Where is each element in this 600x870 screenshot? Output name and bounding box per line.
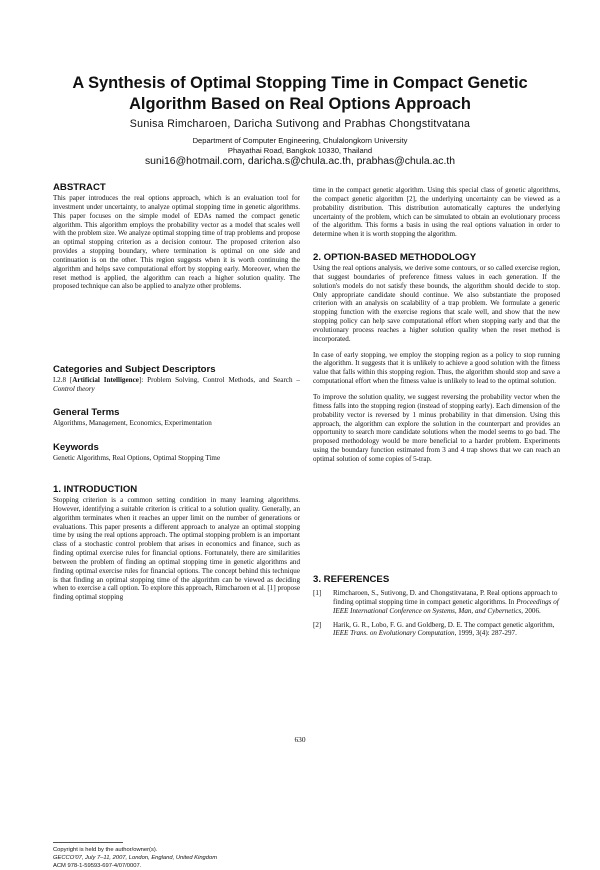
categories-text [53, 376, 300, 394]
keywords-section [53, 442, 300, 463]
reference-text-b: , 1999, 3(4): 287-297. [454, 629, 517, 638]
title-line-1: A Synthesis of Optimal Stopping Time in Compact Genetic [72, 74, 528, 92]
general-terms-text: Algorithms, Management, Economics, Experimentation [53, 419, 212, 427]
reference-text [333, 589, 560, 616]
references-section [313, 574, 560, 638]
paper-title [30, 73, 570, 115]
reference-text [333, 621, 560, 639]
affiliation [30, 136, 570, 156]
affiliation-line-2: Phayathai Road, Bangkok 10330, Thailand [227, 146, 373, 155]
references-heading: 3. REFERENCES [313, 574, 390, 585]
reference-number: [1] [313, 589, 322, 597]
copyright-footnote [53, 842, 293, 870]
author-list: Sunisa Rimcharoen, Daricha Sutivong and Prabhas Chongstitvatana [129, 118, 471, 130]
reference-item [313, 621, 560, 639]
keywords-heading: Keywords [53, 442, 99, 453]
affiliation-line-1: Department of Computer Engineering, Chulalongkorn University [192, 136, 408, 145]
reference-venue: Proceedings of IEEE International Conference on Systems, Man, and Cybernetics [333, 597, 559, 615]
footnote-line-3: ACM 978-1-59593-697-4/07/0007. [53, 863, 142, 869]
categories-heading: Categories and Subject Descriptors [53, 364, 216, 375]
reference-text-a: Rimcharoen, S., Sutivong, D. and Chongstitvatana, P. Real options approach to finding optimal stopping time in compact genetic algorithms. In [333, 589, 558, 606]
introduction-continued-text: time in the compact genetic algorithm. Using this special class of genetic algorithms, the compact genetic algorithm [2], the underlying uncertainty can be viewed as a probability distribution. This distribution automatically captures the underlying uncertainty of the problem, which can be simulated to obtain an evolutionary process of the algorithm. This forms a basis in using the real options valuation in order to determine when it is worth stopping the algorithm. [313, 186, 560, 239]
title-line-2: Algorithm Based on Real Options Approach [129, 95, 471, 113]
abstract-section [53, 182, 300, 291]
methodology-paragraph-1: Using the real options analysis, we derive some contours, or so called exercise region, that suggest boundaries of preference fitness values in each generation. If the solution's models do not satisfy these bounds, the algorithm should decide to stop. Only appropriate candidate should continue. We also substantiate the proposed criterion with an analysis on scalability of a trap problem. We formulate a generic stopping function with the exercise regions that scale well, and show that the new stopping policy can help save computational effort when stopping early and that the evolutionary process reaches a higher solution quality when the reset method is incorporated. [313, 264, 560, 343]
categories-italic: Control theory [53, 384, 95, 393]
methodology-section [313, 252, 560, 464]
footnote-line-1: Copyright is held by the author/owner(s). [53, 847, 158, 853]
introduction-text: Stopping criterion is a common setting condition in many learning algorithms. However, identifying a suitable criterion is critical to a solution quality. Generally, an algorithm terminates when it reaches an upper limit on the number of generations or evaluations. This paper presents a different approach to analyze an optimal stopping time by using the real options approach. The optimal stopping problem is an important class of a stochastic control problem that arises in economics and finance, such as finding optimal exercise rules for financial options. Fortunately, there are similarities between the problem of finding an optimal stopping time in genetic algorithms and finding optimal exercise rules for financial options. The concept behind this technique is that finding an optimal stopping time of the algorithm can be viewed as deciding when to exercise a call option. To explore this approach, Rimcharoen et al. [1] propose finding optimal stopping [53, 496, 300, 602]
footnote-line-2: GECCO'07, July 7–11, 2007, London, England, United Kingdom [53, 855, 218, 861]
categories-bold: Artificial Intelligence [72, 376, 139, 384]
keywords-text: Genetic Algorithms, Real Options, Optimal Stopping Time [53, 454, 221, 462]
abstract-heading: ABSTRACT [53, 182, 106, 193]
reference-item [313, 589, 560, 616]
reference-venue: IEEE Trans. on Evolutionary Computation [333, 629, 455, 638]
introduction-heading: 1. INTRODUCTION [53, 484, 138, 495]
introduction-continued [313, 186, 560, 239]
reference-number: [2] [313, 620, 322, 629]
methodology-paragraph-3: To improve the solution quality, we suggest reversing the probability vector when the fitness falls into the stopping region (instead of stopping early). Each dimension of the probability vector is reversed by 1 minus probability in that dimension. Using this approach, the algorithm can explore the solution in the counterpart and provides an opportunity to search more candidate solutions when the model seems to go bad. The proposed methodology would be more beneficial to a harder problem. Experiments using the boundary function estimated from 3 and 4 trap shows that we can reach an optimal solution of some copies of 5-trap. [313, 392, 560, 463]
page-number: 630 [294, 735, 306, 744]
reference-text-a: Harik, G. R., Lobo, F. G. and Goldberg, D. E. The compact genetic algorithm, [333, 620, 555, 629]
methodology-paragraph-2: In case of early stopping, we employ the stopping region as a policy to stop running the algorithm. It suggests that it is unlikely to achieve a good solution with the fitness value that falls within this stopping region. Thus, the algorithm should stop and save a computational effort when the fitness value is unlikely to lead to the optimal solution. [313, 350, 560, 386]
methodology-heading: 2. OPTION-BASED METHODOLOGY [313, 252, 477, 263]
reference-text-b: , 2006. [521, 606, 541, 615]
author-emails: suni16@hotmail.com, daricha.s@chula.ac.th, prabhas@chula.ac.th [144, 156, 456, 167]
categories-code: I.2.8 [ [53, 376, 73, 384]
categories-mid: ]: Problem Solving, Control Methods, and Search – [138, 376, 300, 384]
general-terms-section [53, 407, 300, 428]
abstract-text: This paper introduces the real options approach, which is an evaluation tool for investment under uncertainty, to analyze optimal stopping time in genetic algorithms. This paper focuses on the simple model of EDAs named the compact genetic algorithm. This algorithm employs the probability vector as a model that scales well with the problem size. We analyze optimal stopping time of trap problems and propose an optimal stopping criterion as a decision contour. The proposed criterion also provides a stopping boundary, where termination is optimal on one side and continuation is on the other. This region suggests when it is worth continuing the algorithm and helps save computational effort by stopping early. Moreover, when the reset method is applied, the algorithm can reach a higher solution quality. The proposed technique can also be applied to analyze other problems. [53, 194, 300, 291]
general-terms-heading: General Terms [53, 407, 120, 418]
footnote-rule [53, 842, 123, 843]
categories-section [53, 364, 300, 394]
introduction-section [53, 484, 300, 602]
